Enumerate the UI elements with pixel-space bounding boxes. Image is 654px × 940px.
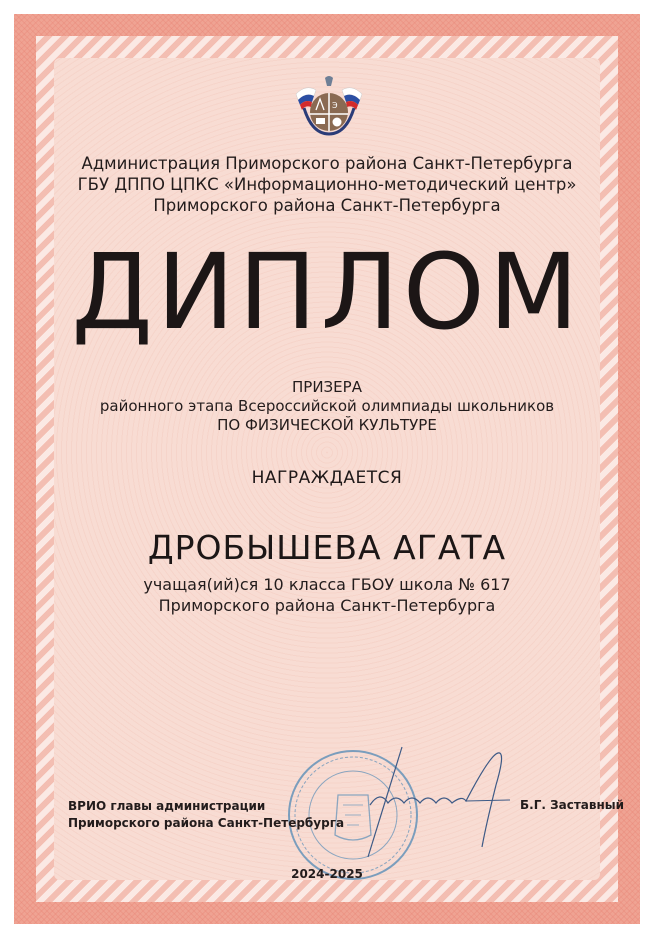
signature-icon [340, 745, 520, 865]
award-subject: ПО ФИЗИЧЕСКОЙ КУЛЬТУРЕ [217, 416, 437, 434]
recipient-name: ДРОБЫШЕВА АГАТА [147, 528, 507, 567]
signatory-district: Приморского района Санкт-Петербурга [68, 816, 345, 830]
award-event: районного этапа Всероссийской олимпиады школьников [99, 397, 555, 415]
award-subtitle [0, 378, 654, 435]
signatory-title: ВРИО главы администрации [68, 799, 266, 813]
organization-header [0, 153, 654, 216]
olympiad-logo-icon [292, 72, 366, 138]
recipient-details [0, 574, 654, 616]
recipient-school: учащая(ий)ся 10 класса ГБОУ школа № 617 [143, 575, 511, 594]
org-line-3: Приморского района Санкт-Петербурга [153, 196, 501, 215]
signatory-name: Б.Г. Заставный [520, 798, 625, 812]
academic-year: 2024-2025 [291, 867, 363, 881]
svg-text:Э: Э [332, 101, 338, 110]
recipient-district: Приморского района Санкт-Петербурга [158, 596, 496, 615]
signatory-position [68, 798, 344, 832]
award-rank: ПРИЗЕРА [292, 378, 362, 396]
diploma-title: ДИПЛОМ [71, 231, 583, 353]
org-line-2: ГБУ ДППО ЦПКС «Информационно-методический центр» [77, 175, 577, 194]
org-line-1: Администрация Приморского района Санкт-Петербурга [81, 154, 573, 173]
awarded-label: НАГРАЖДАЕТСЯ [251, 468, 403, 488]
